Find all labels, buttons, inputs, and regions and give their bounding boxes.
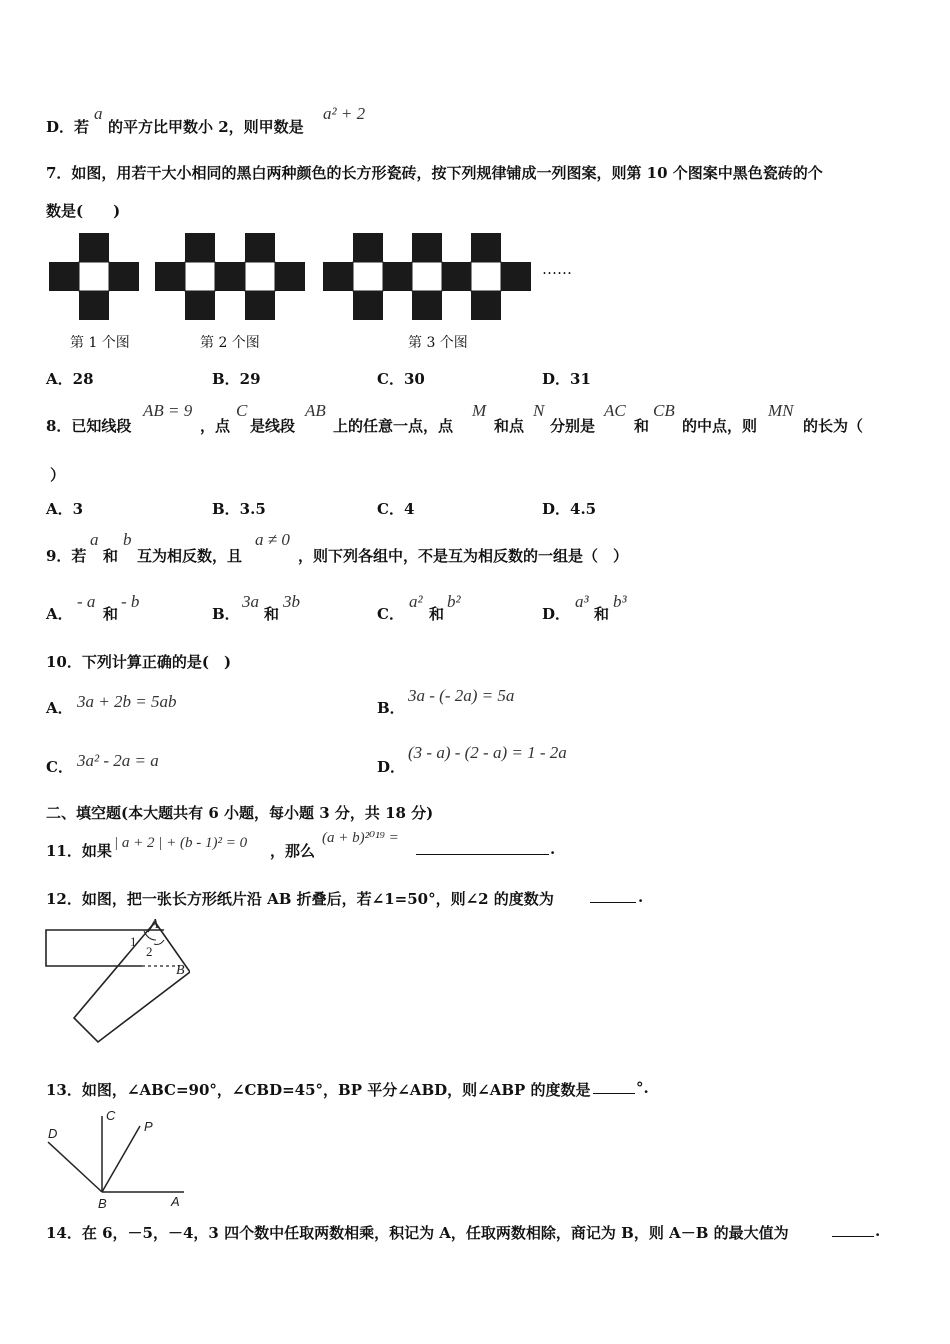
q8-stem-p6: 分别是: [550, 417, 596, 435]
q8-stem-p8: 的中点，则: [682, 417, 758, 435]
q8-stem-p9: 的长为（: [803, 417, 864, 435]
q7-option-c: C．30: [377, 370, 425, 388]
q7-option-a: A．28: [46, 370, 94, 388]
q6-answer-expr: a² + 2: [323, 104, 366, 123]
q13-label-b: B: [98, 1196, 107, 1211]
q8-math-ab: AB: [305, 401, 326, 420]
q10-option-c-expr: 3a² - 2a = a: [77, 751, 159, 770]
q8-stem-p2: ，点: [200, 417, 231, 435]
q11-stem-p2: ，那么: [270, 842, 316, 860]
q7-stem-line2: 数是( ): [46, 202, 121, 220]
q9-option-b-right: 3b: [283, 592, 300, 611]
q9-stem-p3: 互为相反数，且: [137, 547, 243, 565]
q11-stem-p1: 11．如果: [46, 842, 112, 860]
q7-figure-1-white-tile: [79, 262, 109, 291]
q13-label-d: D: [48, 1126, 58, 1141]
q9-option-c-letter: C．: [377, 605, 404, 623]
q12-answer-blank[interactable]: [590, 886, 636, 903]
q13-stem: 13．如图，∠ABC=90°，∠CBD=45°，BP 平分∠ABD，则∠ABP 的度数是: [46, 1081, 591, 1099]
q14-stem: 14．在 6，－5，－4，3 四个数中任取两数相乘，积记为 A，任取两数相除，商记为 B，则 A－B 的最大值为: [46, 1224, 789, 1242]
q8-math-cb: CB: [653, 401, 675, 420]
q13-label-a: A: [171, 1194, 180, 1209]
q8-math-n: N: [533, 401, 545, 420]
q8-stem-p7: 和: [634, 417, 650, 435]
q10-option-a-expr: 3a + 2b = 5ab: [77, 692, 177, 711]
q9-math-a-neq-0: a ≠ 0: [255, 530, 290, 549]
q8-math-c: C: [236, 401, 248, 420]
q8-option-b: B．3.5: [212, 500, 266, 518]
q8-math-mn: MN: [768, 401, 794, 420]
q9-option-d-right: b³: [613, 592, 627, 611]
q7-figure-2: [155, 233, 305, 320]
q10-option-d-letter: D．: [377, 758, 406, 776]
q8-math-m: M: [472, 401, 487, 420]
q8-math-ac: AC: [604, 401, 626, 420]
q12-label-angle1: 1: [130, 934, 137, 949]
q9-option-b-and: 和: [264, 605, 280, 623]
q13-angle-figure: [44, 1104, 194, 1212]
q9-option-d-letter: D．: [542, 605, 571, 623]
q12-label-b: B: [176, 963, 185, 978]
q9-option-a-right: - b: [121, 592, 140, 611]
q8-option-a: A．3: [46, 500, 84, 518]
q8-stem-p3: 是线段: [250, 417, 296, 435]
q9-stem-p4: ，则下列各组中，不是互为相反数的一组是（ ）: [298, 547, 629, 565]
q9-option-a-and: 和: [103, 605, 119, 623]
q9-stem-p2: 和: [103, 547, 119, 565]
q12-label-a: A: [150, 917, 159, 932]
section2-heading: 二、填空题(本大题共有 6 小题，每小题 3 分，共 18 分): [46, 804, 434, 822]
q13-label-c: C: [106, 1108, 116, 1123]
q10-option-b-expr: 3a - (- 2a) = 5a: [408, 686, 515, 705]
q11-end: .: [550, 840, 556, 858]
q8-stem-p5: 和点: [494, 417, 525, 435]
q12-end: .: [638, 888, 644, 906]
q10-option-c-letter: C．: [46, 758, 73, 776]
q6-option-d-prefix: D．若: [46, 118, 90, 136]
q11-answer-blank[interactable]: [416, 838, 549, 855]
q13-end: °.: [636, 1079, 649, 1097]
q13-label-p: P: [144, 1119, 153, 1134]
q7-tile-figures: [48, 232, 538, 324]
q7-option-b: B．29: [212, 370, 261, 388]
q10-option-a-letter: A．: [46, 699, 73, 717]
q7-fig1-label: 第 1 个图: [70, 335, 130, 351]
q9-option-d-and: 和: [594, 605, 610, 623]
q6-var-a: a: [94, 104, 103, 123]
q8-stem-p4: 上的任意一点，点: [333, 417, 454, 435]
q9-option-c-left: a²: [409, 592, 423, 611]
q9-option-a-letter: A．: [46, 605, 73, 623]
q7-fig3-label: 第 3 个图: [408, 335, 468, 351]
q12-stem: 12．如图，把一张长方形纸片沿 AB 折叠后，若∠1=50°，则∠2 的度数为: [46, 890, 554, 908]
q7-option-d: D．31: [542, 370, 591, 388]
q8-option-c: C．4: [377, 500, 415, 518]
q7-ellipsis: ……: [542, 260, 572, 278]
q10-option-b-letter: B．: [377, 699, 405, 717]
q7-fig2-label: 第 2 个图: [200, 335, 260, 351]
q9-option-c-and: 和: [429, 605, 445, 623]
q9-stem-p1: 9．若: [46, 547, 87, 565]
q9-option-a-left: - a: [77, 592, 96, 611]
q12-fold-figure: [44, 914, 190, 1046]
q12-label-angle2: 2: [146, 944, 153, 959]
q14-answer-blank[interactable]: [832, 1220, 874, 1237]
q6-option-d: [46, 116, 89, 137]
q7-stem-line1: 7．如图，用若干大小相同的黑白两种颜色的长方形瓷砖，按下列规律铺成一列图案，则第 10 个图案中黑色瓷砖的个: [46, 164, 823, 182]
q9-option-b-letter: B．: [212, 605, 240, 623]
q9-option-c-right: b²: [447, 592, 461, 611]
q8-math-ab9: AB = 9: [143, 401, 193, 420]
q8-stem-p1: 8．已知线段: [46, 417, 132, 435]
q9-math-b: b: [123, 530, 132, 549]
q11-math-result: (a + b)²⁰¹⁹ =: [322, 830, 399, 846]
q8-option-d: D．4.5: [542, 500, 597, 518]
q10-stem: 10．下列计算正确的是( ): [46, 653, 232, 671]
q9-option-d-left: a³: [575, 592, 589, 611]
q10-option-d-expr: (3 - a) - (2 - a) = 1 - 2a: [408, 743, 567, 762]
q6-option-d-text: 的平方比甲数小 2，则甲数是: [108, 118, 304, 136]
q11-math-condition: | a + 2 | + (b - 1)² = 0: [114, 835, 248, 851]
q14-end: .: [875, 1222, 881, 1240]
q9-option-b-left: 3a: [242, 592, 259, 611]
q9-math-a: a: [90, 530, 99, 549]
q13-answer-blank[interactable]: [593, 1077, 635, 1094]
q8-close-paren: ）: [50, 466, 66, 484]
